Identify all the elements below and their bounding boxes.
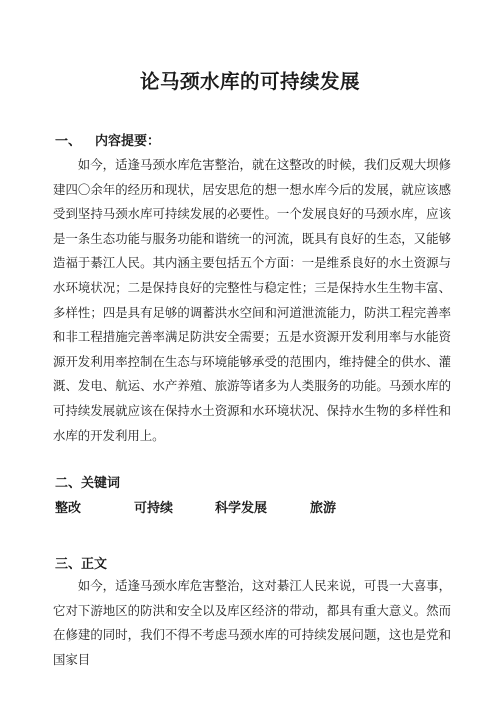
section-heading-body [55,553,107,572]
section-title: 关键词 [81,476,121,491]
keyword: 可持续 [134,501,174,516]
section-title: 正文 [81,557,108,572]
section-heading-summary [55,130,160,149]
body-paragraph: 如今，适逢马颈水库危害整治，这对綦江人民来说，可畏一大喜事，它对下游地区的防洪和安全以及库区经济的带动，都具有重大意义。然而在修建的同时，我们不得不考虑马颈水库的可持续发展问题，这也是党和国家目 [53,578,451,667]
section-number: 一、 [55,134,82,149]
section-heading-keywords [55,472,120,491]
section-number: 二、 [55,476,82,491]
summary-paragraph: 如今，适逢马颈水库危害整治，就在这整改的时候，我们反观大坝修建四〇余年的经历和现状，居安思危的想一想水库今后的发展，就应该感受到坚持马颈水库可持续发展的必要性。一个发展良好的马颈水库，应该是一条生态功能与服务功能和谐统一的河流，既具有良好的生态，又能够造福于綦江人民。其内涵主要包括五个方面：一是维系良好的水土资源与水环境状况；二是保持良好的完整性与稳定性；三是保持水生生物丰富、多样性；四是具有足够的调蓄洪水空间和河道泄流能力，防洪工程完善率和非工程措施完善率满足防洪安全需要；五是水资源开发利用率与水能资源开发利用率控制在生态与环境能够承受的范围内，维持健全的供水、灌溉、发电、航运、水产养殖、旅游等诸多为人类服务的功能。马颈水库的可持续发展就应该在保持水土资源和水环境状况、保持水生物的多样性和水库的开发利用上。 [53,157,451,443]
section-number: 三、 [55,557,82,572]
document-title: 论马颈水库的可持续发展 [139,70,360,93]
keywords-list [55,497,455,517]
keyword: 旅游 [310,501,337,516]
keyword: 整改 [55,501,82,516]
keyword: 科学发展 [215,501,268,516]
section-title: 内容提要： [95,134,161,149]
